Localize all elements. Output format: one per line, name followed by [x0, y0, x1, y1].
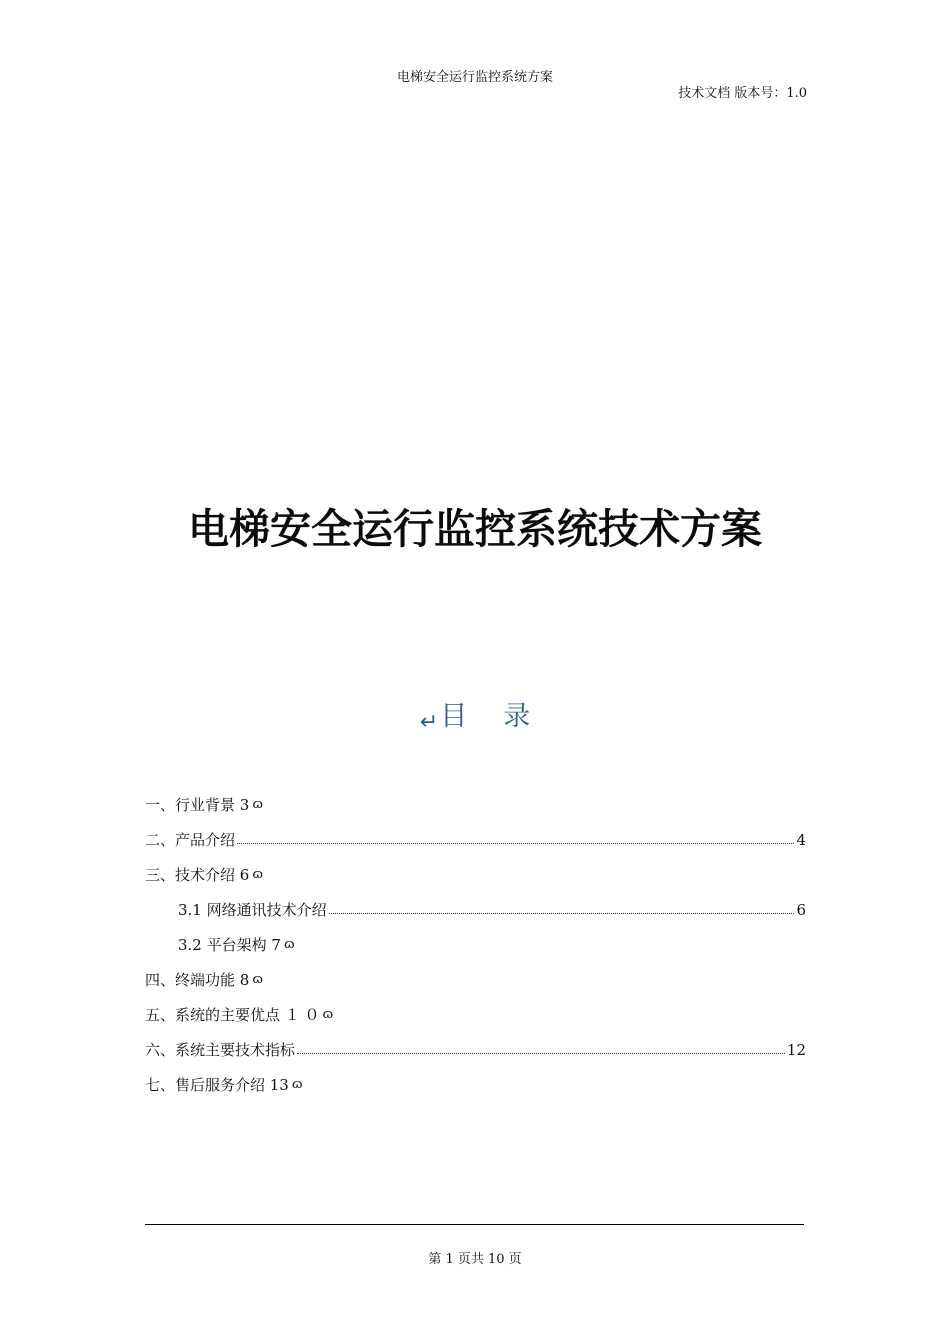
toc-entry-page: 4 — [796, 830, 806, 849]
toc-entry-label: 3.1 网络通讯技术介绍 — [178, 901, 327, 919]
toc-entry[interactable] — [145, 962, 806, 997]
toc-entry-label: 五、系统的主要优点 １ ０ — [145, 1006, 320, 1024]
toc-entry-label: 一、行业背景 3 — [145, 796, 250, 814]
paragraph-mark-icon: ɷ — [291, 1077, 303, 1092]
toc-entry[interactable] — [145, 787, 806, 822]
toc-entry[interactable] — [145, 927, 806, 962]
toc-entry-label: 3.2 平台架构 7 — [178, 936, 281, 954]
toc-dot-leader — [297, 1053, 785, 1054]
toc-heading — [0, 694, 950, 733]
toc-entry[interactable] — [145, 1067, 806, 1102]
paragraph-mark-icon: ɷ — [252, 797, 263, 812]
toc-entry-label: 二、产品介绍 — [145, 831, 236, 849]
toc-heading-char-1: 目 — [440, 701, 468, 732]
toc-entry-label: 三、技术介绍 6 — [145, 866, 250, 884]
document-version: 技术文档 版本号：1.0 — [678, 86, 807, 101]
table-of-contents — [145, 787, 806, 1102]
document-title: 电梯安全运行监控系统技术方案 — [188, 505, 762, 553]
toc-dot-leader — [237, 843, 794, 844]
page-header-title: 电梯安全运行监控系统方案 — [396, 70, 553, 85]
footer-divider — [145, 1224, 804, 1225]
paragraph-mark-icon: ɷ — [283, 937, 295, 952]
toc-entry-page: 6 — [796, 900, 806, 919]
paragraph-mark-icon: ɷ — [322, 1007, 334, 1022]
toc-heading-char-2: 录 — [503, 701, 531, 732]
toc-entry[interactable] — [145, 857, 806, 892]
toc-entry[interactable] — [145, 997, 806, 1032]
toc-entry[interactable] — [145, 1032, 806, 1067]
paragraph-mark-icon: ɷ — [252, 972, 263, 987]
toc-dot-leader — [329, 913, 795, 914]
toc-entry[interactable] — [145, 892, 806, 927]
toc-entry-label: 七、售后服务介绍 13 — [145, 1076, 289, 1094]
toc-entry[interactable] — [145, 822, 806, 857]
toc-entry-page: 12 — [786, 1040, 806, 1059]
toc-entry-label: 六、系统主要技术指标 — [145, 1041, 296, 1059]
paragraph-mark-icon: ɷ — [252, 867, 263, 882]
paragraph-mark-icon: ↵ — [419, 710, 439, 735]
page-number: 第 1 页共 10 页 — [428, 1252, 522, 1267]
toc-entry-label: 四、终端功能 8 — [145, 971, 250, 989]
